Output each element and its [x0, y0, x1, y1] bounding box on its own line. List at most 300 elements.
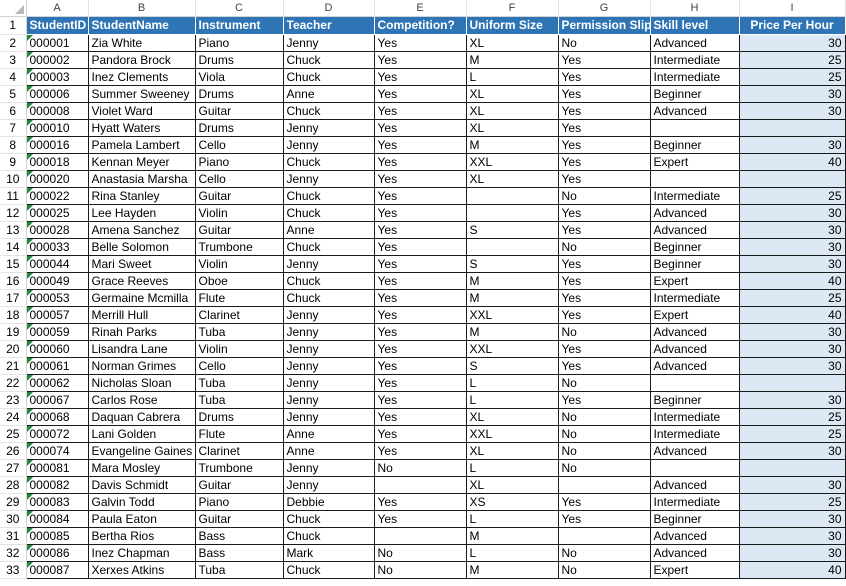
data-cell[interactable]: Yes: [558, 153, 650, 170]
data-cell[interactable]: Yes: [558, 340, 650, 357]
data-cell[interactable]: 30: [739, 544, 845, 561]
row-header[interactable]: 27: [0, 459, 26, 476]
data-cell[interactable]: Yes: [374, 153, 466, 170]
row-header[interactable]: 20: [0, 340, 26, 357]
data-cell[interactable]: 000082: [26, 476, 88, 493]
column-header-i[interactable]: I: [739, 0, 845, 16]
row-header[interactable]: 29: [0, 493, 26, 510]
row-header[interactable]: 14: [0, 238, 26, 255]
row-header[interactable]: 30: [0, 510, 26, 527]
data-cell[interactable]: Intermediate: [650, 289, 739, 306]
data-cell[interactable]: Lani Golden: [88, 425, 195, 442]
data-cell[interactable]: Cello: [195, 136, 283, 153]
data-cell[interactable]: Norman Grimes: [88, 357, 195, 374]
row-header[interactable]: 2: [0, 34, 26, 51]
data-cell[interactable]: Advanced: [650, 476, 739, 493]
data-cell[interactable]: XL: [466, 119, 558, 136]
data-cell[interactable]: Chuck: [283, 561, 374, 578]
data-cell[interactable]: Yes: [558, 119, 650, 136]
data-cell[interactable]: Nicholas Sloan: [88, 374, 195, 391]
data-cell[interactable]: M: [466, 136, 558, 153]
data-cell[interactable]: 000068: [26, 408, 88, 425]
data-cell[interactable]: Advanced: [650, 527, 739, 544]
data-cell[interactable]: No: [558, 425, 650, 442]
data-cell[interactable]: Daquan Cabrera: [88, 408, 195, 425]
data-cell[interactable]: Beginner: [650, 510, 739, 527]
data-cell[interactable]: Davis Schmidt: [88, 476, 195, 493]
data-cell[interactable]: L: [466, 68, 558, 85]
data-cell[interactable]: 25: [739, 68, 845, 85]
data-cell[interactable]: Yes: [558, 255, 650, 272]
data-cell[interactable]: Yes: [374, 357, 466, 374]
data-cell[interactable]: Chuck: [283, 204, 374, 221]
row-header[interactable]: 7: [0, 119, 26, 136]
data-cell[interactable]: Chuck: [283, 527, 374, 544]
data-cell[interactable]: XL: [466, 408, 558, 425]
data-cell[interactable]: Expert: [650, 306, 739, 323]
data-cell[interactable]: Yes: [558, 357, 650, 374]
data-cell[interactable]: Drums: [195, 408, 283, 425]
data-cell[interactable]: Chuck: [283, 51, 374, 68]
row-header[interactable]: 11: [0, 187, 26, 204]
data-cell[interactable]: 30: [739, 510, 845, 527]
data-cell[interactable]: Anne: [283, 442, 374, 459]
data-cell[interactable]: Piano: [195, 493, 283, 510]
data-cell[interactable]: No: [558, 544, 650, 561]
row-header[interactable]: 32: [0, 544, 26, 561]
data-cell[interactable]: 30: [739, 476, 845, 493]
data-cell[interactable]: [739, 119, 845, 136]
data-cell[interactable]: 000016: [26, 136, 88, 153]
data-cell[interactable]: Yes: [558, 136, 650, 153]
data-cell[interactable]: 40: [739, 272, 845, 289]
data-cell[interactable]: 000059: [26, 323, 88, 340]
data-cell[interactable]: Debbie: [283, 493, 374, 510]
data-cell[interactable]: 000049: [26, 272, 88, 289]
data-cell[interactable]: Yes: [558, 272, 650, 289]
data-cell[interactable]: Carlos Rose: [88, 391, 195, 408]
row-header[interactable]: 9: [0, 153, 26, 170]
data-cell[interactable]: XL: [466, 102, 558, 119]
data-cell[interactable]: Clarinet: [195, 442, 283, 459]
row-header[interactable]: 15: [0, 255, 26, 272]
data-cell[interactable]: Violin: [195, 204, 283, 221]
data-cell[interactable]: Intermediate: [650, 408, 739, 425]
data-cell[interactable]: 000061: [26, 357, 88, 374]
data-cell[interactable]: 000085: [26, 527, 88, 544]
row-header[interactable]: 31: [0, 527, 26, 544]
column-header-b[interactable]: B: [88, 0, 195, 16]
data-cell[interactable]: Beginner: [650, 85, 739, 102]
data-cell[interactable]: [739, 459, 845, 476]
data-cell[interactable]: S: [466, 357, 558, 374]
data-cell[interactable]: Advanced: [650, 357, 739, 374]
data-cell[interactable]: Advanced: [650, 221, 739, 238]
row-header[interactable]: 28: [0, 476, 26, 493]
data-cell[interactable]: 000033: [26, 238, 88, 255]
data-cell[interactable]: Expert: [650, 561, 739, 578]
data-cell[interactable]: Yes: [558, 493, 650, 510]
data-cell[interactable]: S: [466, 255, 558, 272]
data-cell[interactable]: XXL: [466, 306, 558, 323]
data-cell[interactable]: 000062: [26, 374, 88, 391]
data-cell[interactable]: Rinah Parks: [88, 323, 195, 340]
data-cell[interactable]: M: [466, 289, 558, 306]
data-cell[interactable]: Yes: [558, 51, 650, 68]
data-cell[interactable]: Intermediate: [650, 425, 739, 442]
data-cell[interactable]: 30: [739, 357, 845, 374]
row-header[interactable]: 26: [0, 442, 26, 459]
data-cell[interactable]: M: [466, 527, 558, 544]
data-cell[interactable]: Jenny: [283, 357, 374, 374]
data-cell[interactable]: Advanced: [650, 323, 739, 340]
data-cell[interactable]: M: [466, 272, 558, 289]
data-cell[interactable]: Clarinet: [195, 306, 283, 323]
column-header-c[interactable]: C: [195, 0, 283, 16]
data-cell[interactable]: 000003: [26, 68, 88, 85]
data-cell[interactable]: L: [466, 544, 558, 561]
row-header[interactable]: 12: [0, 204, 26, 221]
data-cell[interactable]: 30: [739, 442, 845, 459]
data-cell[interactable]: Yes: [558, 391, 650, 408]
data-cell[interactable]: 000072: [26, 425, 88, 442]
data-cell[interactable]: 000081: [26, 459, 88, 476]
data-cell[interactable]: Chuck: [283, 153, 374, 170]
data-cell[interactable]: 30: [739, 391, 845, 408]
row-header[interactable]: 3: [0, 51, 26, 68]
data-cell[interactable]: XL: [466, 442, 558, 459]
data-cell[interactable]: [650, 119, 739, 136]
data-cell[interactable]: 30: [739, 238, 845, 255]
data-cell[interactable]: Kennan Meyer: [88, 153, 195, 170]
data-cell[interactable]: 000084: [26, 510, 88, 527]
data-cell[interactable]: Beginner: [650, 136, 739, 153]
data-cell[interactable]: 25: [739, 289, 845, 306]
data-cell[interactable]: [739, 170, 845, 187]
data-cell[interactable]: 25: [739, 425, 845, 442]
data-cell[interactable]: Pandora Brock: [88, 51, 195, 68]
data-cell[interactable]: 25: [739, 493, 845, 510]
data-cell[interactable]: Jenny: [283, 459, 374, 476]
data-cell[interactable]: Hyatt Waters: [88, 119, 195, 136]
data-cell[interactable]: Mark: [283, 544, 374, 561]
data-cell[interactable]: Drums: [195, 119, 283, 136]
data-cell[interactable]: No: [374, 561, 466, 578]
data-cell[interactable]: XXL: [466, 340, 558, 357]
data-cell[interactable]: Bass: [195, 544, 283, 561]
data-cell[interactable]: Yes: [374, 102, 466, 119]
column-header-a[interactable]: A: [26, 0, 88, 16]
data-cell[interactable]: Anne: [283, 221, 374, 238]
data-cell[interactable]: Chuck: [283, 272, 374, 289]
data-cell[interactable]: Yes: [374, 51, 466, 68]
data-cell[interactable]: Guitar: [195, 187, 283, 204]
data-cell[interactable]: Amena Sanchez: [88, 221, 195, 238]
data-cell[interactable]: 000074: [26, 442, 88, 459]
column-header-e[interactable]: E: [374, 0, 466, 16]
data-cell[interactable]: Yes: [374, 391, 466, 408]
data-cell[interactable]: Expert: [650, 153, 739, 170]
data-cell[interactable]: Grace Reeves: [88, 272, 195, 289]
data-cell[interactable]: XS: [466, 493, 558, 510]
data-cell[interactable]: Mari Sweet: [88, 255, 195, 272]
data-cell[interactable]: Yes: [374, 323, 466, 340]
data-cell[interactable]: Yes: [374, 119, 466, 136]
data-cell[interactable]: Yes: [558, 221, 650, 238]
data-cell[interactable]: Jenny: [283, 34, 374, 51]
data-cell[interactable]: 25: [739, 187, 845, 204]
data-cell[interactable]: 30: [739, 323, 845, 340]
data-cell[interactable]: Yes: [374, 272, 466, 289]
data-cell[interactable]: Yes: [374, 34, 466, 51]
data-cell[interactable]: Yes: [374, 221, 466, 238]
data-cell[interactable]: Advanced: [650, 442, 739, 459]
data-cell[interactable]: Guitar: [195, 102, 283, 119]
data-cell[interactable]: L: [466, 391, 558, 408]
row-header[interactable]: 5: [0, 85, 26, 102]
data-cell[interactable]: M: [466, 323, 558, 340]
data-cell[interactable]: [374, 527, 466, 544]
data-cell[interactable]: Evangeline Gaines: [88, 442, 195, 459]
data-cell[interactable]: Zia White: [88, 34, 195, 51]
data-cell[interactable]: 40: [739, 561, 845, 578]
data-cell[interactable]: Beginner: [650, 255, 739, 272]
data-cell[interactable]: No: [558, 459, 650, 476]
data-cell[interactable]: Jenny: [283, 255, 374, 272]
row-header[interactable]: 17: [0, 289, 26, 306]
data-cell[interactable]: Expert: [650, 272, 739, 289]
data-cell[interactable]: [558, 476, 650, 493]
data-cell[interactable]: [558, 527, 650, 544]
data-cell[interactable]: Yes: [374, 306, 466, 323]
row-header[interactable]: 10: [0, 170, 26, 187]
data-cell[interactable]: No: [558, 374, 650, 391]
data-cell[interactable]: Chuck: [283, 68, 374, 85]
header-cell[interactable]: StudentID: [26, 16, 88, 34]
header-cell[interactable]: StudentName: [88, 16, 195, 34]
data-cell[interactable]: XXL: [466, 425, 558, 442]
data-cell[interactable]: Xerxes Atkins: [88, 561, 195, 578]
data-cell[interactable]: 30: [739, 136, 845, 153]
data-cell[interactable]: Jenny: [283, 408, 374, 425]
data-cell[interactable]: No: [558, 323, 650, 340]
data-cell[interactable]: Yes: [374, 204, 466, 221]
data-cell[interactable]: Yes: [374, 408, 466, 425]
data-cell[interactable]: 000018: [26, 153, 88, 170]
data-cell[interactable]: Advanced: [650, 340, 739, 357]
data-cell[interactable]: Guitar: [195, 221, 283, 238]
data-cell[interactable]: Violin: [195, 340, 283, 357]
data-cell[interactable]: Trumbone: [195, 238, 283, 255]
data-cell[interactable]: 30: [739, 204, 845, 221]
data-cell[interactable]: Intermediate: [650, 68, 739, 85]
data-cell[interactable]: Yes: [374, 136, 466, 153]
row-header[interactable]: 23: [0, 391, 26, 408]
data-cell[interactable]: 000086: [26, 544, 88, 561]
column-header-g[interactable]: G: [558, 0, 650, 16]
data-cell[interactable]: 000060: [26, 340, 88, 357]
data-cell[interactable]: Anne: [283, 85, 374, 102]
header-cell[interactable]: Uniform Size: [466, 16, 558, 34]
data-cell[interactable]: Yes: [558, 510, 650, 527]
data-cell[interactable]: Yes: [374, 238, 466, 255]
column-header-d[interactable]: D: [283, 0, 374, 16]
data-cell[interactable]: Yes: [374, 85, 466, 102]
data-cell[interactable]: 25: [739, 51, 845, 68]
data-cell[interactable]: No: [558, 34, 650, 51]
data-cell[interactable]: Yes: [374, 493, 466, 510]
data-cell[interactable]: Advanced: [650, 102, 739, 119]
data-cell[interactable]: L: [466, 510, 558, 527]
data-cell[interactable]: [650, 374, 739, 391]
data-cell[interactable]: 30: [739, 340, 845, 357]
data-cell[interactable]: Trumbone: [195, 459, 283, 476]
data-cell[interactable]: 30: [739, 221, 845, 238]
header-cell[interactable]: Instrument: [195, 16, 283, 34]
data-cell[interactable]: Advanced: [650, 544, 739, 561]
select-all-corner[interactable]: [0, 0, 26, 16]
data-cell[interactable]: Inez Clements: [88, 68, 195, 85]
data-cell[interactable]: Anne: [283, 425, 374, 442]
data-cell[interactable]: Chuck: [283, 187, 374, 204]
data-cell[interactable]: Tuba: [195, 391, 283, 408]
data-cell[interactable]: Germaine Mcmilla: [88, 289, 195, 306]
data-cell[interactable]: No: [558, 408, 650, 425]
row-header[interactable]: 1: [0, 16, 26, 34]
data-cell[interactable]: XL: [466, 34, 558, 51]
data-cell[interactable]: 40: [739, 306, 845, 323]
data-cell[interactable]: [650, 459, 739, 476]
data-cell[interactable]: 000008: [26, 102, 88, 119]
data-cell[interactable]: Pamela Lambert: [88, 136, 195, 153]
data-cell[interactable]: Chuck: [283, 510, 374, 527]
data-cell[interactable]: Bass: [195, 527, 283, 544]
data-cell[interactable]: M: [466, 51, 558, 68]
data-cell[interactable]: Jenny: [283, 136, 374, 153]
row-header[interactable]: 33: [0, 561, 26, 578]
data-cell[interactable]: Jenny: [283, 306, 374, 323]
data-cell[interactable]: Inez Chapman: [88, 544, 195, 561]
data-cell[interactable]: Yes: [558, 204, 650, 221]
data-cell[interactable]: Beginner: [650, 238, 739, 255]
row-header[interactable]: 22: [0, 374, 26, 391]
data-cell[interactable]: Intermediate: [650, 493, 739, 510]
data-cell[interactable]: Yes: [374, 510, 466, 527]
data-cell[interactable]: Yes: [374, 374, 466, 391]
data-cell[interactable]: Flute: [195, 289, 283, 306]
data-cell[interactable]: 000025: [26, 204, 88, 221]
data-cell[interactable]: [466, 238, 558, 255]
column-header-h[interactable]: H: [650, 0, 739, 16]
header-cell[interactable]: Permission Slip: [558, 16, 650, 34]
data-cell[interactable]: Yes: [374, 187, 466, 204]
data-cell[interactable]: 30: [739, 255, 845, 272]
data-cell[interactable]: [466, 187, 558, 204]
data-cell[interactable]: 25: [739, 408, 845, 425]
data-cell[interactable]: Guitar: [195, 510, 283, 527]
data-cell[interactable]: Tuba: [195, 374, 283, 391]
column-header-f[interactable]: F: [466, 0, 558, 16]
data-cell[interactable]: S: [466, 221, 558, 238]
data-cell[interactable]: Chuck: [283, 289, 374, 306]
row-header[interactable]: 24: [0, 408, 26, 425]
data-cell[interactable]: Tuba: [195, 323, 283, 340]
data-cell[interactable]: Chuck: [283, 102, 374, 119]
data-cell[interactable]: Chuck: [283, 238, 374, 255]
data-cell[interactable]: [650, 170, 739, 187]
data-cell[interactable]: No: [374, 544, 466, 561]
row-header[interactable]: 16: [0, 272, 26, 289]
data-cell[interactable]: Cello: [195, 357, 283, 374]
data-cell[interactable]: 000001: [26, 34, 88, 51]
data-cell[interactable]: 000057: [26, 306, 88, 323]
data-cell[interactable]: Viola: [195, 68, 283, 85]
data-cell[interactable]: Anastasia Marsha: [88, 170, 195, 187]
data-cell[interactable]: Yes: [374, 340, 466, 357]
row-header[interactable]: 6: [0, 102, 26, 119]
header-cell[interactable]: Competition?: [374, 16, 466, 34]
data-cell[interactable]: L: [466, 459, 558, 476]
header-cell[interactable]: Price Per Hour: [739, 16, 845, 34]
data-cell[interactable]: Jenny: [283, 119, 374, 136]
data-cell[interactable]: XL: [466, 170, 558, 187]
data-cell[interactable]: 40: [739, 153, 845, 170]
data-cell[interactable]: No: [558, 561, 650, 578]
data-cell[interactable]: [374, 476, 466, 493]
data-cell[interactable]: 30: [739, 34, 845, 51]
row-header[interactable]: 21: [0, 357, 26, 374]
data-cell[interactable]: Paula Eaton: [88, 510, 195, 527]
data-cell[interactable]: Jenny: [283, 391, 374, 408]
data-cell[interactable]: Yes: [374, 289, 466, 306]
data-cell[interactable]: Yes: [374, 68, 466, 85]
row-header[interactable]: 13: [0, 221, 26, 238]
data-cell[interactable]: Belle Solomon: [88, 238, 195, 255]
data-cell[interactable]: Yes: [558, 306, 650, 323]
data-cell[interactable]: XXL: [466, 153, 558, 170]
data-cell[interactable]: Flute: [195, 425, 283, 442]
data-cell[interactable]: 000020: [26, 170, 88, 187]
row-header[interactable]: 18: [0, 306, 26, 323]
data-cell[interactable]: 000028: [26, 221, 88, 238]
data-cell[interactable]: Yes: [374, 255, 466, 272]
data-cell[interactable]: Advanced: [650, 204, 739, 221]
data-cell[interactable]: Jenny: [283, 323, 374, 340]
data-cell[interactable]: Yes: [558, 68, 650, 85]
header-cell[interactable]: Skill level: [650, 16, 739, 34]
data-cell[interactable]: Beginner: [650, 391, 739, 408]
data-cell[interactable]: 000002: [26, 51, 88, 68]
data-cell[interactable]: 000044: [26, 255, 88, 272]
data-cell[interactable]: Rina Stanley: [88, 187, 195, 204]
data-cell[interactable]: Mara Mosley: [88, 459, 195, 476]
data-cell[interactable]: 000022: [26, 187, 88, 204]
data-cell[interactable]: [739, 374, 845, 391]
data-cell[interactable]: Jenny: [283, 374, 374, 391]
data-cell[interactable]: No: [558, 442, 650, 459]
data-cell[interactable]: Summer Sweeney: [88, 85, 195, 102]
data-cell[interactable]: 000083: [26, 493, 88, 510]
data-cell[interactable]: Yes: [374, 425, 466, 442]
data-cell[interactable]: Bertha Rios: [88, 527, 195, 544]
data-cell[interactable]: Violet Ward: [88, 102, 195, 119]
data-cell[interactable]: Lee Hayden: [88, 204, 195, 221]
data-cell[interactable]: XL: [466, 476, 558, 493]
data-cell[interactable]: L: [466, 374, 558, 391]
data-cell[interactable]: Jenny: [283, 340, 374, 357]
row-header[interactable]: 4: [0, 68, 26, 85]
data-cell[interactable]: Yes: [374, 170, 466, 187]
